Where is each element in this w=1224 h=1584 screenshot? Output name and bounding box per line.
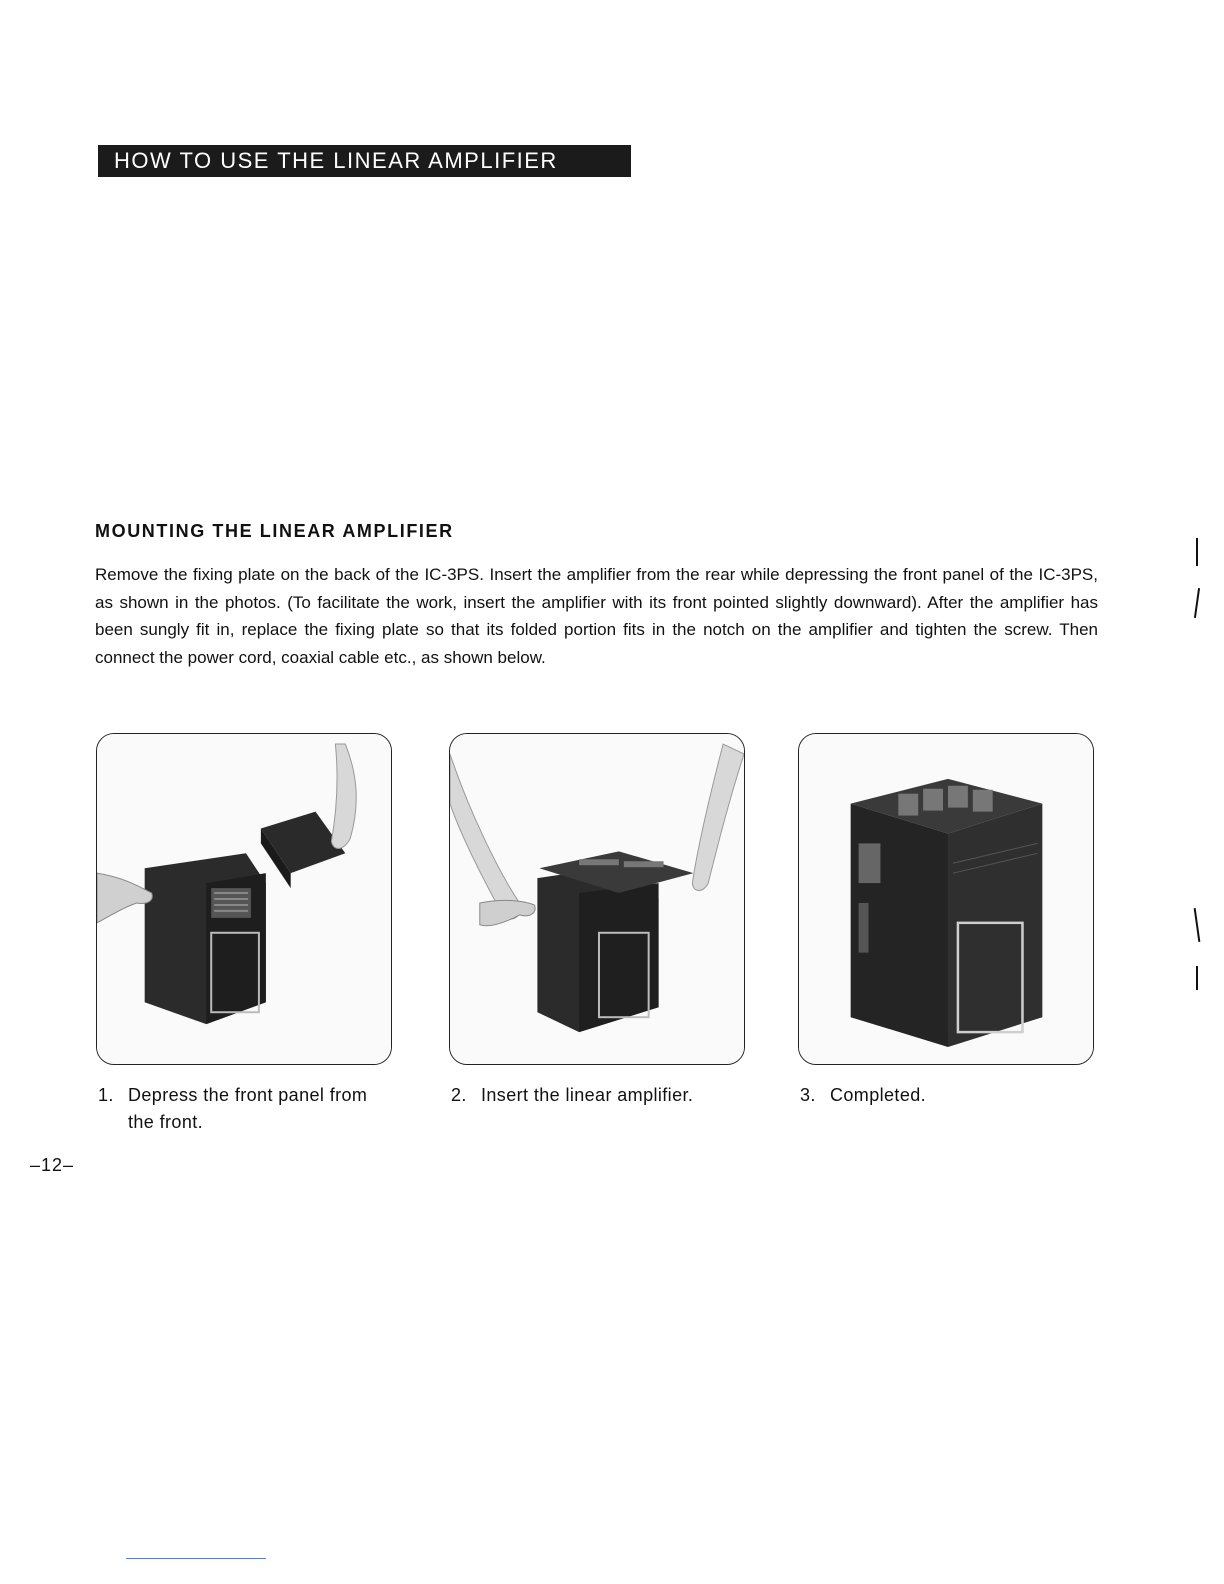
photo-3-completed (798, 733, 1094, 1065)
photo-1-caption (98, 1082, 418, 1136)
scan-mark (1194, 588, 1200, 618)
section-title-banner: HOW TO USE THE LINEAR AMPLIFIER (98, 145, 631, 177)
photo-2-caption-text: Insert the linear amplifier. (481, 1085, 694, 1105)
footer-rule (126, 1558, 266, 1559)
photo-2-caption (451, 1082, 771, 1109)
instruction-paragraph: Remove the fixing plate on the back of the IC-3PS. Insert the amplifier from the rear while depressing the front panel of the IC-3PS, as shown in the photos. (To facilitate the work, insert the amplifier with its front pointed slightly downward). After the amplifier has been sungly fit in, replace the fixing plate so that its folded portion fits in the notch on the amplifier and tighten the screw. Then connect the power cord, coaxial cable etc., as shown below. (95, 565, 1098, 667)
scan-mark (1196, 538, 1198, 566)
photo-1-caption-number: 1. (98, 1085, 114, 1105)
page-number: –12– (30, 1155, 75, 1175)
photo-1-depress-front-panel (96, 733, 392, 1065)
scan-mark (1194, 908, 1201, 942)
photo-3-caption-number: 3. (800, 1085, 816, 1105)
photo-2-illustration (450, 734, 744, 1064)
photo-2-insert-amplifier (449, 733, 745, 1065)
scan-mark (1196, 966, 1198, 990)
photo-1-caption-line2: the front. (128, 1112, 204, 1132)
photo-3-caption (800, 1082, 1100, 1109)
photo-1-illustration (97, 734, 391, 1064)
photo-3-illustration (799, 734, 1093, 1064)
photo-3-caption-text: Completed. (830, 1085, 927, 1105)
section-heading: MOUNTING THE LINEAR AMPLIFIER (95, 521, 454, 541)
photo-2-caption-number: 2. (451, 1085, 467, 1105)
photo-1-caption-text: Depress the front panel from (128, 1085, 368, 1105)
